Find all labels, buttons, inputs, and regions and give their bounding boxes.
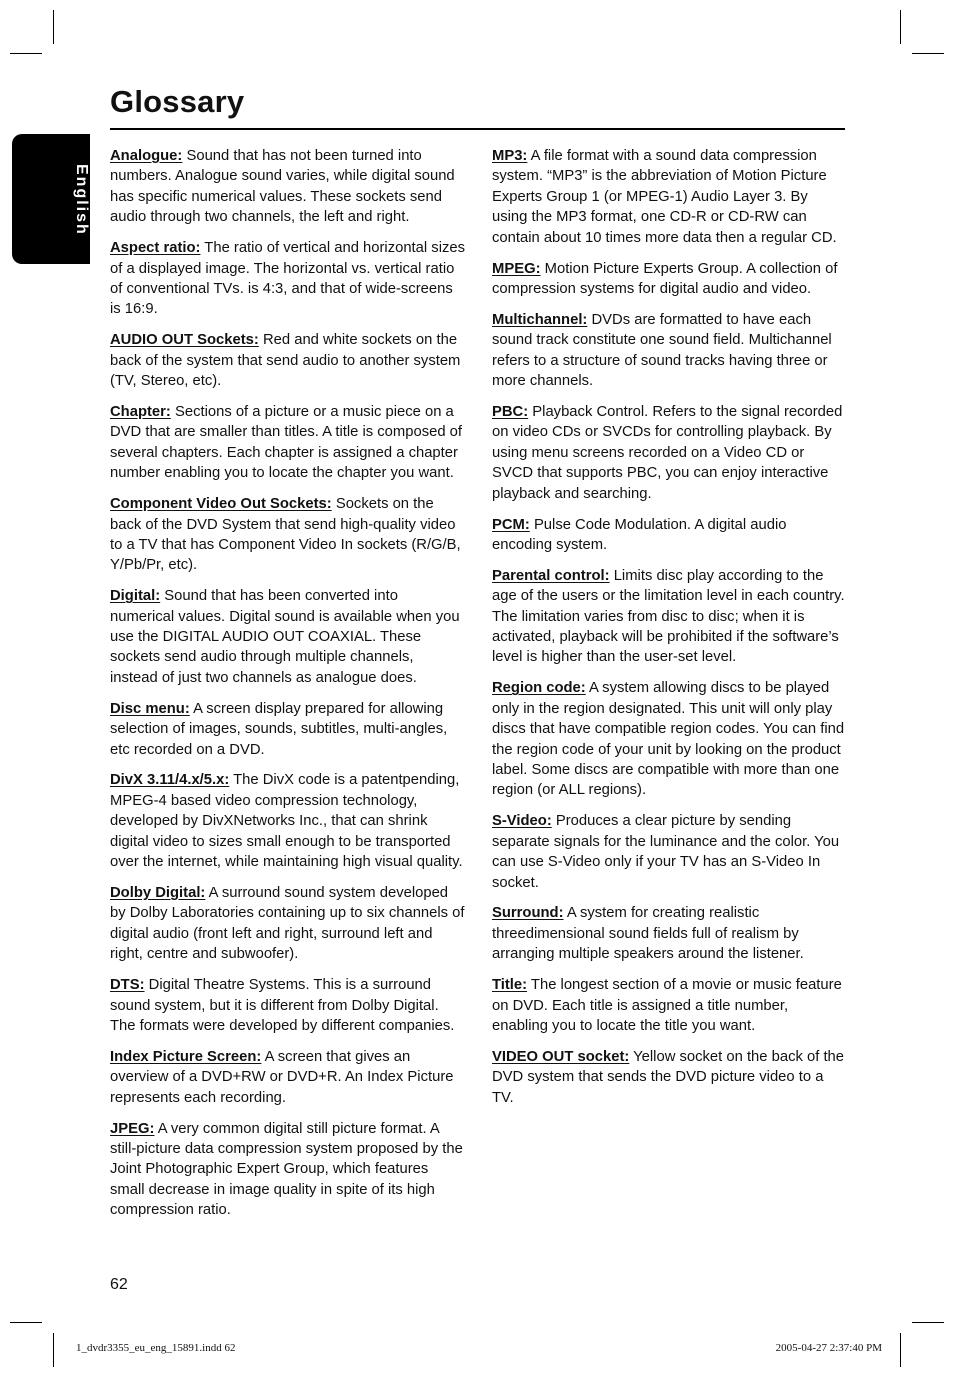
glossary-definition: Produces a clear picture by sending separate signals for the luminance and the color. You can use S-Video only if your TV has an S-Video In socket.	[492, 813, 840, 891]
glossary-definition: A screen display prepared for allowing selection of images, sounds, subtitles, multi-angles, etc recorded on a DVD.	[110, 700, 448, 758]
glossary-definition: DVDs are formatted to have each sound track constitute one sound field. Multichannel refers to a structure of sound tracks having three or more channels.	[492, 311, 832, 390]
glossary-definition: The DivX code is a patentpending, MPEG-4 based video compression technology, developed by DivXNetworks Inc., that can shrink digital video to sizes small enough to be transported over the internet, while maintaining high visual quality.	[110, 772, 463, 871]
glossary-entry	[110, 1119, 465, 1221]
crop-mark	[53, 1333, 54, 1367]
glossary-definition: Playback Control. Refers to the signal recorded on video CDs or SVCDs for controlling playback. By using menu screens recorded on a Video CD or SVCD that supports PBC, you can enjoy interactive playback and searching.	[492, 403, 843, 502]
crop-mark	[10, 1322, 42, 1323]
language-label: English	[73, 164, 90, 236]
glossary-definition: Digital Theatre Systems. This is a surround sound system, but it is different from Dolby Digital. The formats were developed by different companies.	[110, 977, 455, 1034]
glossary-term: MP3:	[492, 148, 528, 164]
glossary-entry	[110, 586, 465, 688]
glossary-term: AUDIO OUT Sockets:	[110, 332, 259, 349]
glossary-entry	[110, 146, 465, 228]
glossary-term: Digital:	[110, 588, 161, 605]
glossary-definition: The ratio of vertical and horizontal sizes of a displayed image. The horizontal vs. vertical ratio of conventional TVs. is 4:3, and that of wide-screens is 16:9.	[110, 240, 466, 318]
glossary-definition: A file format with a sound data compression system. “MP3” is the abbreviation of Motion Picture Experts Group 1 (or MPEG-1) Audio Layer 3. By using the MP3 format, one CD-R or CD-RW can contain about 10 times more data then a regular CD.	[492, 148, 837, 246]
glossary-entry	[492, 146, 847, 248]
glossary-term: VIDEO OUT socket:	[492, 1048, 630, 1065]
glossary-term: Index Picture Screen:	[110, 1048, 262, 1065]
glossary-term: DivX 3.11/4.x/5.x:	[110, 772, 230, 789]
page-number: 62	[110, 1276, 128, 1293]
glossary-entry	[492, 259, 847, 300]
glossary-definition: Pulse Code Modulation. A digital audio encoding system.	[492, 516, 787, 553]
glossary-definition: Sound that has not been turned into numbers. Analogue sound varies, while digital sound has specific numerical values. These sockets send audio through two channels, the left and right.	[110, 148, 455, 226]
glossary-entry	[110, 494, 465, 576]
crop-mark	[10, 53, 42, 54]
glossary-entry	[110, 699, 465, 760]
glossary-entry	[110, 402, 465, 484]
crop-mark	[53, 10, 54, 44]
glossary-term: Component Video Out Sockets:	[110, 496, 332, 513]
glossary-term: S-Video:	[492, 813, 552, 830]
language-tab	[12, 134, 90, 264]
glossary-entry	[492, 402, 847, 504]
glossary-definition: Motion Picture Experts Group. A collection of compression systems for digital audio and video.	[492, 260, 838, 297]
glossary-definition: A very common digital still picture format. A still-picture data compression system proposed by the Joint Photographic Expert Group, which features small decrease in image quality in spite of its high compression ratio.	[110, 1120, 463, 1219]
glossary-definition: A screen that gives an overview of a DVD+RW or DVD+R. An Index Picture represents each recording.	[110, 1048, 454, 1106]
glossary-definition: Yellow socket on the back of the DVD system that sends the DVD picture video to a TV.	[492, 1048, 845, 1106]
glossary-column-left	[110, 146, 465, 1231]
glossary-definition: The longest section of a movie or music feature on DVD. Each title is assigned a title number, enabling you to locate the title you want.	[492, 977, 842, 1034]
glossary-term: Region code:	[492, 680, 586, 697]
glossary-term: Aspect ratio:	[110, 240, 201, 257]
footer-timestamp: 2005-04-27 2:37:40 PM	[775, 1342, 882, 1354]
glossary-term: Dolby Digital:	[110, 885, 206, 901]
glossary-definition: Sockets on the back of the DVD System that send high-quality video to a TV that has Component Video In sockets (R/G/B, Y/Pb/Pr, etc).	[110, 496, 461, 574]
glossary-term: DTS:	[110, 977, 145, 994]
glossary-term: Multichannel:	[492, 311, 588, 328]
glossary-term: PCM:	[492, 516, 530, 533]
glossary-entry	[492, 310, 847, 392]
glossary-entry	[110, 770, 465, 872]
glossary-term: Surround:	[492, 905, 564, 922]
glossary-term: Disc menu:	[110, 700, 190, 717]
glossary-definition: A surround sound system developed by Dolby Laboratories containing up to six channels of digital audio (front left and right, surround left and right, centre and subwoofer).	[110, 885, 465, 963]
glossary-definition: Red and white sockets on the back of the system that send audio to another system (TV, Stereo, etc).	[110, 332, 461, 390]
crop-mark	[900, 1333, 901, 1367]
title-divider	[110, 128, 845, 130]
glossary-entry	[492, 566, 847, 668]
glossary-entry	[492, 515, 847, 556]
glossary-term: JPEG:	[110, 1120, 155, 1137]
glossary-term: Title:	[492, 977, 528, 994]
glossary-definition: Sound that has been converted into numerical values. Digital sound is available when you use the DIGITAL AUDIO OUT COAXIAL. These sockets send audio through multiple channels, instead of just two channels as analogue does.	[110, 588, 460, 686]
page-title: Glossary	[110, 84, 245, 119]
glossary-term: Analogue:	[110, 148, 183, 164]
glossary-entry	[492, 903, 847, 964]
glossary-column-right	[492, 146, 847, 1119]
glossary-entry	[110, 975, 465, 1036]
glossary-entry	[492, 678, 847, 800]
crop-mark	[900, 10, 901, 44]
glossary-term: Chapter:	[110, 403, 171, 420]
crop-mark	[912, 1322, 944, 1323]
glossary-entry	[110, 883, 465, 965]
glossary-entry	[492, 1047, 847, 1108]
glossary-entry	[110, 330, 465, 391]
glossary-entry	[492, 811, 847, 893]
crop-mark	[912, 53, 944, 54]
glossary-definition: Limits disc play according to the age of the users or the limitation level in each country. The limitation varies from disc to disc; when it is activated, playback will be prohibited if the software’s level is higher than the user-set level.	[492, 567, 845, 666]
footer-file-info: 1_dvdr3355_eu_eng_15891.indd 62	[76, 1342, 236, 1354]
glossary-term: PBC:	[492, 403, 529, 420]
glossary-definition: A system for creating realistic threedimensional sound fields full of realism by arranging multiple speakers around the listener.	[492, 905, 804, 963]
glossary-entry	[492, 975, 847, 1036]
glossary-definition: A system allowing discs to be played only in the region designated. This unit will only play discs that have compatible region codes. You can find the region code of your unit by looking on the product label. Some discs are compatible with more than one region (or ALL regions).	[492, 680, 845, 799]
glossary-term: MPEG:	[492, 260, 541, 277]
glossary-entry	[110, 238, 465, 320]
glossary-definition: Sections of a picture or a music piece on a DVD that are smaller than titles. A title is composed of several chapters. Each chapter is assigned a chapter number enabling you to locate the chapter you want.	[110, 403, 462, 482]
glossary-term: Parental control:	[492, 567, 610, 584]
glossary-entry	[110, 1047, 465, 1108]
